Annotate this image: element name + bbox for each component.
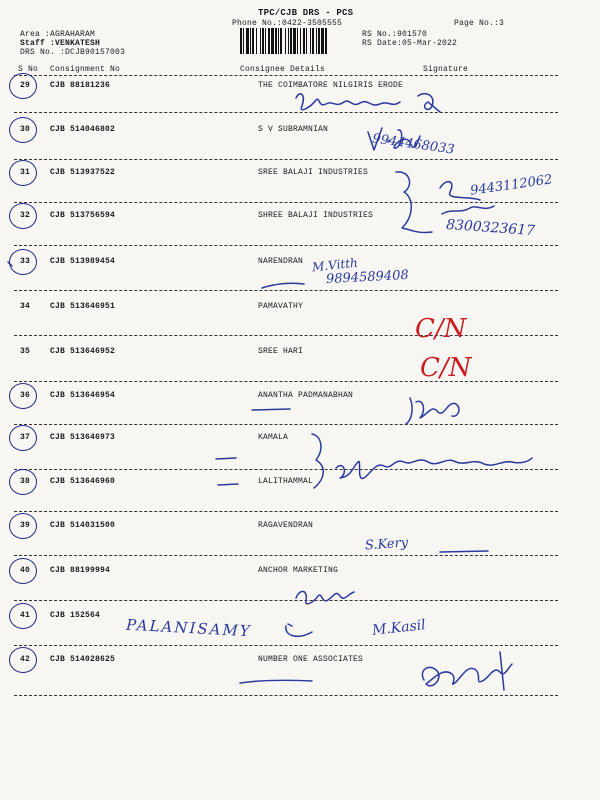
row-30-consignment: CJB 514046802 <box>50 125 116 134</box>
row-31-sno: 31 <box>20 168 31 177</box>
sheet-title: TPC/CJB DRS - PCS <box>258 8 354 18</box>
signature-30 <box>368 128 420 150</box>
row-38-sno: 38 <box>20 477 31 486</box>
col-signature: Signature <box>423 65 469 74</box>
row-32-consignment: CJB 513756594 <box>50 211 116 220</box>
row-33-sno: 33 <box>20 257 31 266</box>
row-32-consignee: SHREE BALAJI INDUSTRIES <box>258 211 374 220</box>
row-36-consignee: ANANTHA PADMANABHAN <box>258 391 354 400</box>
phone-number: Phone No.:0422-3505555 <box>232 19 343 28</box>
margin-mark-33 <box>8 262 12 266</box>
staff-field: Staff :VENKATESH <box>20 39 101 48</box>
row-41-sno: 41 <box>20 611 31 620</box>
row-42-sno: 42 <box>20 655 31 664</box>
rs-date: RS Date:05-Mar-2022 <box>362 39 458 48</box>
signature-40 <box>296 591 354 603</box>
row-35-consignee: SREE HARI <box>258 347 304 356</box>
row-40-consignment: CJB 88199994 <box>50 566 111 575</box>
row-34-sno: 34 <box>20 302 31 311</box>
col-consignee: Consignee Details <box>240 65 326 74</box>
row-39-consignee: RAGAVENDRAN <box>258 521 314 530</box>
phone-note-31: 9443112062 <box>469 172 554 199</box>
row-29-consignee: THE COIMBATORE NILGIRIS ERODE <box>258 81 404 90</box>
signature-39-dash <box>440 551 488 552</box>
row-39-sno: 39 <box>20 521 31 530</box>
row-30-consignee: S V SUBRAMNIAN <box>258 125 329 134</box>
signature-37-38 <box>216 434 532 488</box>
row-33-consignment: CJB 513989454 <box>50 257 116 266</box>
row-40-sno: 40 <box>20 566 31 575</box>
row-29-consignment: CJB 88181236 <box>50 81 111 90</box>
signature-41-mark <box>286 624 312 636</box>
col-sno: S No <box>18 65 39 74</box>
cn-mark-35: C/N <box>420 353 472 383</box>
signature-42 <box>240 652 512 690</box>
name-note-41: PALANISAMY <box>125 615 253 641</box>
phone-note-32: 8300323617 <box>445 216 536 240</box>
signature-31-32 <box>396 172 494 233</box>
signature-33-dash <box>262 283 304 288</box>
row-38-consignee: LALITHAMMAL <box>258 477 314 486</box>
phone-note-33: 9894589408 <box>325 267 410 288</box>
rs-number: RS No.:901570 <box>362 30 428 39</box>
row-29-sno: 29 <box>20 81 31 90</box>
row-42-consignment: CJB 514028625 <box>50 655 116 664</box>
row-37-sno: 37 <box>20 433 31 442</box>
row-30-sno: 30 <box>20 125 31 134</box>
name-note-41b: M.Kasil <box>371 617 427 639</box>
row-37-consignment: CJB 513646973 <box>50 433 116 442</box>
row-34-consignment: CJB 513646951 <box>50 302 116 311</box>
area-field: Area :AGRAHARAM <box>20 30 96 39</box>
row-31-consignment: CJB 513937522 <box>50 168 116 177</box>
name-note-33: M.Vitth <box>311 255 359 275</box>
page-number: Page No.:3 <box>454 19 505 28</box>
row-34-consignee: PAMAVATHY <box>258 302 304 311</box>
signature-29 <box>296 94 440 112</box>
phone-note-30: 9944468033 <box>371 131 456 158</box>
cn-mark-34: C/N <box>415 314 467 344</box>
row-36-consignment: CJB 513646954 <box>50 391 116 400</box>
row-32-sno: 32 <box>20 211 31 220</box>
row-35-sno: 35 <box>20 347 31 356</box>
row-33-consignee: NARENDRAN <box>258 257 304 266</box>
row-39-consignment: CJB 514031500 <box>50 521 116 530</box>
row-42-consignee: NUMBER ONE ASSOCIATES <box>258 655 364 664</box>
row-41-consignment: CJB 152564 <box>50 611 101 620</box>
row-38-consignment: CJB 513646960 <box>50 477 116 486</box>
row-40-consignee: ANCHOR MARKETING <box>258 566 339 575</box>
row-37-consignee: KAMALA <box>258 433 289 442</box>
signature-36 <box>252 398 459 424</box>
name-note-39: S.Kery <box>364 535 409 554</box>
col-consignment: Consignment No <box>50 65 121 74</box>
row-31-consignee: SREE BALAJI INDUSTRIES <box>258 168 369 177</box>
row-36-sno: 36 <box>20 391 31 400</box>
row-35-consignment: CJB 513646952 <box>50 347 116 356</box>
drs-number: DRS No. :DCJB90157003 <box>20 48 126 57</box>
